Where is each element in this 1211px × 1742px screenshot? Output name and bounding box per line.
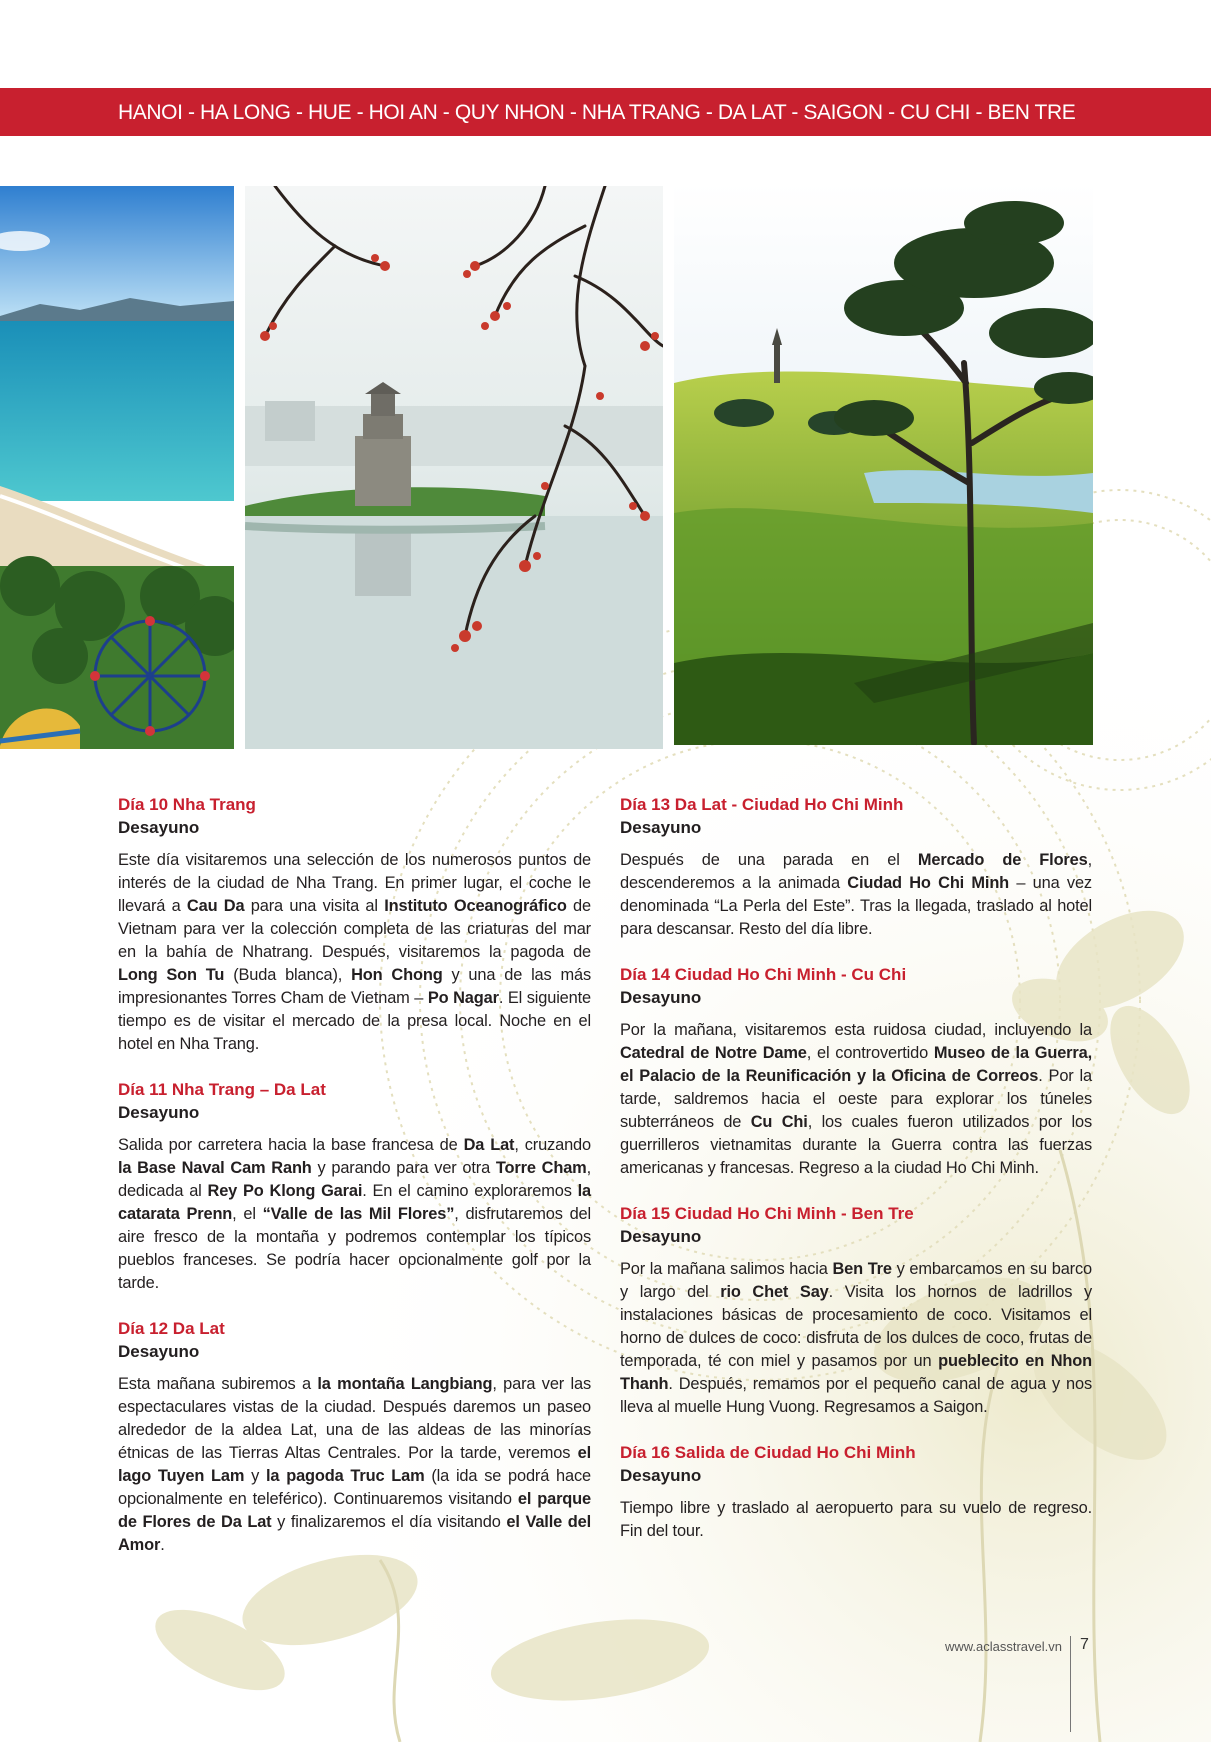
day-meal: Desayuno — [620, 988, 702, 1007]
itinerary-day-11 — [118, 1078, 591, 1295]
destinations-banner — [0, 88, 1211, 136]
day-meal: Desayuno — [118, 1103, 200, 1122]
day-description: Después de una parada en el Mercado de Flores, descenderemos a la animada Ciudad Ho Chi Minh – una vez denominada “La Perla del Este”. Tras la llegada, traslado al hotel para descansar. Resto del día libre. — [620, 851, 1092, 938]
turtle-tower-lake-photo — [245, 186, 663, 749]
day-title: Día 15 Ciudad Ho Chi Minh - Ben Tre — [620, 1204, 914, 1223]
pine-tree-valley-photo — [674, 183, 1093, 745]
day-title: Día 14 Ciudad Ho Chi Minh - Cu Chi — [620, 965, 907, 984]
day-title: Día 10 Nha Trang — [118, 795, 256, 814]
page-number: 7 — [1080, 1636, 1089, 1653]
itinerary-day-16 — [620, 1441, 1092, 1543]
itinerary-left-column — [118, 793, 591, 1579]
website-link[interactable]: www.aclasstravel.vn — [944, 1639, 1062, 1654]
itinerary-day-10 — [118, 793, 591, 1056]
day-description: Tiempo libre y traslado al aeropuerto para su vuelo de regreso. Fin del tour. — [620, 1499, 1092, 1540]
day-description: Por la mañana, visitaremos esta ruidosa ciudad, incluyendo la Catedral de Notre Dame, el controvertido Museo de la Guerra, el Palacio de la Reunificación y la Oficina de Correos. Por la tarde, saldremos hacia el oeste para explorar los túneles subterráneos de Cu Chi, los cuales fueron utilizados por los guerrilleros vietnamitas durante la Guerra contra las fuerzas americanas y francesas. Regreso a la ciudad Ho Chi Minh. — [620, 1021, 1092, 1177]
day-title: Día 12 Da Lat — [118, 1319, 225, 1338]
day-description: Salida por carretera hacia la base francesa de Da Lat, cruzando la Base Naval Cam Ranh y parando para ver otra Torre Cham, dedicada al Rey Po Klong Garai. En el camino exploraremos la catarata Prenn, el “Valle de las Mil Flores”, disfrutaremos del aire fresco de la montaña y podremos contemplar los típicos pueblos franceses. Se podría hacer opcionalmente golf por la tarde. — [118, 1136, 592, 1292]
itinerary-day-12 — [118, 1317, 591, 1557]
day-meal: Desayuno — [118, 1342, 200, 1361]
itinerary-right-column — [620, 793, 1092, 1565]
day-description: Esta mañana subiremos a la montaña Langbiang, para ver las espectaculares vistas de la ciudad. Después daremos un paseo alrededor de la aldea Lat, una de las aldeas de las minorías étnicas de las Tierras Altas Centrales. Por la tarde, veremos el lago Tuyen Lam y la pagoda Truc Lam (la ida se podrá hace opcionalmente en teleférico). Continuaremos visitando el parque de Flores de Da Lat y finalizaremos el día visitando el Valle del Amor. — [118, 1375, 591, 1554]
day-title: Día 11 Nha Trang – Da Lat — [118, 1080, 326, 1099]
day-description: Este día visitaremos una selección de los numerosos puntos de interés de la ciudad de Nha Trang. En primer lugar, el coche le llevará a Cau Da para una visita al Instituto Oceanográfico de Vietnam para ver la colección completa de las criaturas del mar en la bahía de Nhatrang. Después, visitaremos la pagoda de Long Son Tu (Buda blanca), Hon Chong y una de las más impresionantes Torres Cham de Vietnam – Po Nagar. El siguiente tiempo es de visitar el mercado de la presa local. Noche en el hotel en Nha Trang. — [118, 851, 591, 1053]
itinerary-day-13 — [620, 793, 1092, 941]
banner-title: HANOI - HA LONG - HUE - HOI AN - QUY NHON - NHA TRANG - DA LAT - SAIGON - CU CHI - BEN TRE — [118, 101, 1076, 124]
day-title: Día 16 Salida de Ciudad Ho Chi Minh — [620, 1443, 916, 1462]
itinerary-day-15 — [620, 1202, 1092, 1419]
day-meal: Desayuno — [620, 818, 702, 837]
day-meal: Desayuno — [620, 1227, 702, 1246]
day-title: Día 13 Da Lat - Ciudad Ho Chi Minh — [620, 795, 904, 814]
footer-divider — [1070, 1636, 1071, 1732]
day-description: Por la mañana salimos hacia Ben Tre y embarcamos en su barco y largo del rio Chet Say. Visita los hornos de ladrillos y instalaciones básicas de procesamiento de coco. Visitamos el horno de dulces de coco: disfruta de los dulces de coco, frutas de temporada, té con miel y pasamos por un pueblecito en Nhon Thanh. Después, remamos por el pequeño canal de agua y nos lleva al muelle Hung Vuong. Regresamos a Saigon. — [620, 1260, 1092, 1416]
itinerary-day-14 — [620, 963, 1092, 1180]
day-meal: Desayuno — [620, 1466, 702, 1485]
day-meal: Desayuno — [118, 818, 200, 837]
beach-ferris-wheel-photo — [0, 186, 234, 749]
